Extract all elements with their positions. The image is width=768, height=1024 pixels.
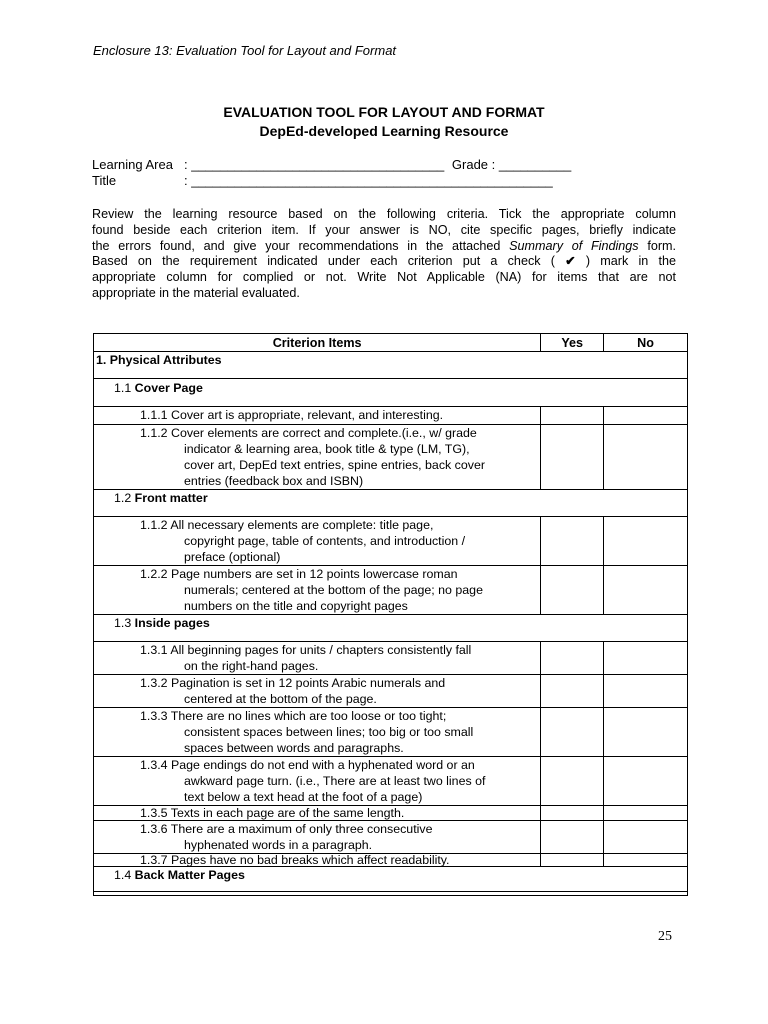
header-yes: Yes: [541, 334, 604, 352]
criterion-text: 1.3.2 Pagination is set in 12 points Arabic numerals and: [140, 676, 446, 690]
yes-cell[interactable]: [541, 407, 604, 425]
table-row: [94, 352, 688, 379]
table-row: [94, 615, 688, 642]
intro-text: Based on the requirement indicated under each criterion put a check (: [92, 254, 555, 269]
intro-text: the errors found, and give your recommendations in the attached: [92, 238, 510, 253]
intro-text: ) mark in the: [585, 254, 676, 269]
intro-text: form.: [638, 238, 677, 253]
table-row: [94, 642, 688, 675]
criterion-1-1-1: [94, 407, 541, 425]
title-label: Title: [92, 173, 117, 188]
criterion-text: 1.3.1 All beginning pages for units / chapters consistently fall: [140, 643, 472, 657]
intro-line: appropriate column for complied or not. Write Not Applicable (NA) for items that are not: [92, 270, 676, 285]
criterion-text: copyright page, table of contents, and introduction /: [184, 534, 466, 548]
criterion-text: 1.1.2 Cover elements are correct and complete.(i.e., w/ grade: [140, 426, 477, 440]
subsection-label: Back Matter Pages: [134, 868, 245, 882]
criterion-text: preface (optional): [184, 550, 281, 564]
learning-area-row: [92, 157, 571, 172]
subsection-front-matter: [94, 490, 688, 517]
enclosure-label: Enclosure 13: Evaluation Tool for Layout and Format: [93, 43, 397, 58]
table-row: [94, 806, 688, 821]
criterion-text: entries (feedback box and ISBN): [184, 474, 364, 488]
title-blank: : __________________________________________________: [184, 173, 553, 188]
criterion-text: 1.3.4 Page endings do not end with a hyphenated word or an: [140, 758, 475, 772]
yes-cell[interactable]: [541, 425, 604, 490]
criterion-text: 1.3.6 There are a maximum of only three consecutive: [140, 822, 433, 836]
criterion-1-2-2: [94, 566, 541, 615]
table-row: [94, 517, 688, 566]
yes-cell[interactable]: [541, 757, 604, 806]
criterion-text: numbers on the title and copyright pages: [184, 599, 408, 613]
title-row: [92, 173, 553, 188]
check-mark-icon: ✔: [565, 254, 576, 269]
instructions-paragraph: [92, 207, 676, 302]
yes-cell[interactable]: [541, 675, 604, 708]
yes-cell[interactable]: [541, 708, 604, 757]
header-criterion-items: Criterion Items: [94, 334, 541, 352]
subsection-label: Inside pages: [134, 616, 210, 630]
intro-line: [92, 239, 676, 255]
criterion-text: cover art, DepEd text entries, spine entries, back cover: [184, 458, 485, 472]
yes-cell[interactable]: [541, 642, 604, 675]
header-no: No: [604, 334, 688, 352]
grade-label: Grade :: [451, 157, 496, 172]
criterion-text: indicator & learning area, book title & type (LM, TG),: [184, 442, 470, 456]
criterion-text: on the right-hand pages.: [184, 659, 319, 673]
subsection-number: 1.4: [114, 868, 135, 882]
subsection-cover-page: [94, 379, 688, 407]
no-cell[interactable]: [604, 757, 688, 806]
yes-cell[interactable]: [541, 854, 604, 867]
no-cell[interactable]: [604, 425, 688, 490]
summary-of-findings-text: Summary of Findings: [509, 238, 639, 253]
page-number: 25: [658, 929, 672, 944]
criterion-text: 1.2.2 Page numbers are set in 12 points lowercase roman: [140, 567, 458, 581]
learning-area-label: Learning Area: [92, 157, 173, 172]
criterion-1-3-2: [94, 675, 541, 708]
yes-cell[interactable]: [541, 806, 604, 821]
table-row: [94, 867, 688, 892]
criterion-text: 1.1.1 Cover art is appropriate, relevant, and interesting.: [140, 408, 444, 422]
table-row: [94, 425, 688, 490]
grade-blank: __________: [498, 157, 572, 172]
subsection-label: Cover Page: [134, 381, 203, 395]
table-row: [94, 821, 688, 854]
subsection-number: 1.2: [114, 491, 135, 505]
table-row: [94, 566, 688, 615]
criterion-1-3-4: [94, 757, 541, 806]
intro-line: appropriate in the material evaluated.: [92, 285, 300, 300]
no-cell[interactable]: [604, 675, 688, 708]
table-header-row: [94, 334, 688, 352]
section-physical-attributes: 1. Physical Attributes: [94, 352, 688, 379]
criterion-text: centered at the bottom of the page.: [184, 692, 377, 706]
table-row: [94, 379, 688, 407]
table-continuation: [94, 892, 688, 896]
yes-cell[interactable]: [541, 821, 604, 854]
criterion-text: spaces between words and paragraphs.: [184, 741, 404, 755]
table-row: [94, 708, 688, 757]
no-cell[interactable]: [604, 407, 688, 425]
criterion-text: 1.3.3 There are no lines which are too loose or too tight;: [140, 709, 447, 723]
intro-line: [92, 254, 676, 270]
yes-cell[interactable]: [541, 517, 604, 566]
no-cell[interactable]: [604, 854, 688, 867]
no-cell[interactable]: [604, 806, 688, 821]
document-subtitle: DepEd-developed Learning Resource: [259, 123, 509, 139]
criterion-text: awkward page turn. (i.e., There are at least two lines of: [184, 774, 486, 788]
table-row: [94, 757, 688, 806]
subsection-number: 1.3: [114, 616, 135, 630]
criterion-text: 1.3.5 Texts in each page are of the same length.: [140, 806, 405, 820]
intro-line: Review the learning resource based on the following criteria. Tick the appropriate column: [92, 207, 676, 221]
learning-area-blank: : ___________________________________: [184, 157, 445, 172]
table-row: [94, 892, 688, 896]
criterion-text: hyphenated words in a paragraph.: [184, 838, 373, 852]
criterion-1-3-1: [94, 642, 541, 675]
no-cell[interactable]: [604, 642, 688, 675]
no-cell[interactable]: [604, 821, 688, 854]
subsection-inside-pages: [94, 615, 688, 642]
document-title: EVALUATION TOOL FOR LAYOUT AND FORMAT: [223, 104, 545, 120]
criterion-1-3-3: [94, 708, 541, 757]
criterion-1-3-5: [94, 806, 541, 821]
subsection-label: Front matter: [134, 491, 208, 505]
intro-line: found beside each criterion item. If your answer is NO, cite specific pages, briefly indicate: [92, 222, 676, 237]
criterion-1-3-7: [94, 854, 541, 867]
criterion-text: 1.1.2 All necessary elements are complete: title page,: [140, 518, 434, 532]
no-cell[interactable]: [604, 566, 688, 615]
table-row: [94, 675, 688, 708]
criterion-text: text below a text head at the foot of a page): [184, 790, 423, 804]
table-row: [94, 854, 688, 867]
subsection-back-matter: [94, 867, 688, 892]
yes-cell[interactable]: [541, 566, 604, 615]
criterion-text: 1.3.7 Pages have no bad breaks which affect readability.: [140, 853, 450, 867]
criterion-front-matter-elements: [94, 517, 541, 566]
table-row: [94, 407, 688, 425]
criterion-1-1-2: [94, 425, 541, 490]
criterion-text: consistent spaces between lines; too big or too small: [184, 725, 474, 739]
criterion-text: numerals; centered at the bottom of the page; no page: [184, 583, 483, 597]
table-row: [94, 490, 688, 517]
no-cell[interactable]: [604, 708, 688, 757]
criteria-table: [93, 333, 688, 896]
subsection-number: 1.1: [114, 381, 135, 395]
no-cell[interactable]: [604, 517, 688, 566]
criterion-1-3-6: [94, 821, 541, 854]
